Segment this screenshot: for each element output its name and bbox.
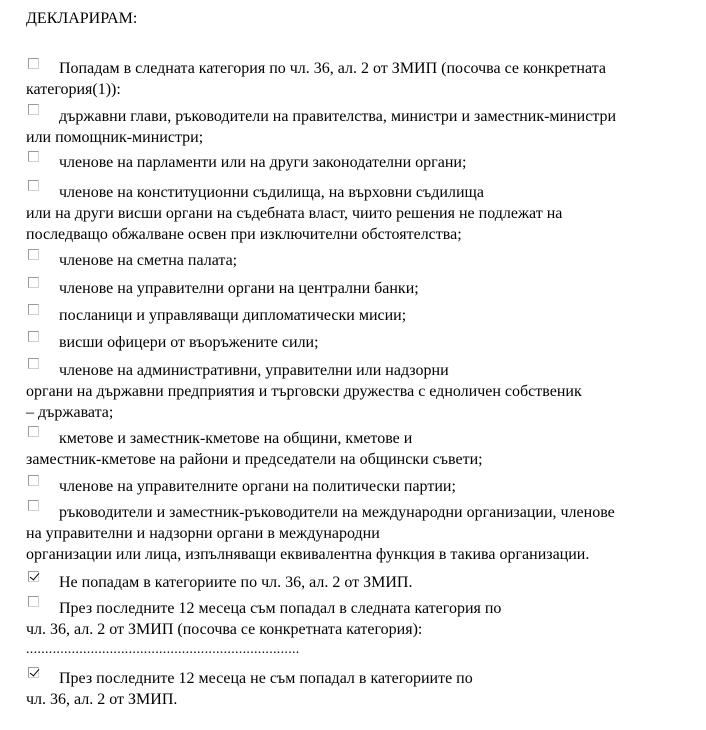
item-text-line: членове на конституционни съдилища, на върховни съдилища [59,184,484,201]
item-text-line: последващо обжалване освен при изключителни обстоятелства; [26,226,462,243]
declaration-item [26,572,691,593]
checked-checkbox[interactable] [28,571,39,582]
item-text-line: на управителни и надзорни органи в международни [26,525,380,542]
item-text-line: членове на управителните органи на политически партии; [59,478,456,495]
fill-in-line: ........................................................................ [26,642,300,657]
declaration-item [26,476,691,497]
checkbox[interactable] [28,104,39,115]
checkbox[interactable] [28,596,39,607]
declaration-item [26,360,691,423]
checkbox[interactable] [28,277,39,288]
checked-checkbox[interactable] [28,667,39,678]
declaration-item [26,278,691,299]
checkbox[interactable] [28,426,39,437]
declaration-item [26,58,691,100]
declaration-heading: ДЕКЛАРИРАМ: [26,10,138,27]
item-text-line: или на други висши органи на съдебната власт, чиито решения не подлежат на [26,205,563,222]
declaration-item [26,305,691,326]
checkbox[interactable] [28,249,39,260]
item-text-line: държавни глави, ръководители на правителства, министри и заместник-министри [59,108,617,125]
item-text-line: членове на парламенти или на други законодателни органи; [59,154,467,171]
item-text-line: – държавата; [26,404,114,421]
declaration-item [26,502,691,565]
checkbox[interactable] [28,500,39,511]
declaration-item [26,332,691,353]
item-text-line: Попадам в следната категория по чл. 36, ал. 2 от ЗМИП (посочва се конкретната [59,60,606,77]
item-text-line: органи на държавни предприятия и търговски дружества с едноличен собственик [26,383,582,400]
item-text-line: организации или лица, изпълняващи еквивалентна функция в такива организации. [26,546,590,563]
item-text-line: чл. 36, ал. 2 от ЗМИП. [26,691,178,708]
item-text-line: заместник-кметове на райони и председатели на общински съвети; [26,451,483,468]
item-text-line: ръководители и заместник-ръководители на международни организации, членове [59,504,615,521]
checkbox[interactable] [28,58,39,69]
checkbox[interactable] [28,475,39,486]
item-text-line: чл. 36, ал. 2 от ЗМИП (посочва се конкретната категория): [26,621,423,638]
item-text-line: През последните 12 месеца не съм попадал в категориите по [59,670,473,687]
checkbox[interactable] [28,180,39,191]
item-text-line: членове на управителни органи на централни банки; [59,280,419,297]
item-text-line: членове на административни, управителни или надзорни [59,362,449,379]
declaration-item [26,250,691,271]
declaration-item [26,152,691,173]
checkbox[interactable] [28,304,39,315]
checkbox[interactable] [28,151,39,162]
checkbox[interactable] [28,358,39,369]
item-text-line: посланици и управляващи дипломатически мисии; [59,307,407,324]
item-text-line: или помощник-министри; [26,129,204,146]
declaration-item [26,668,691,710]
checkbox[interactable] [28,331,39,342]
declaration-item [26,182,691,245]
declaration-item [26,428,691,470]
item-text-line: категория(1)): [26,81,121,98]
item-text-line: През последните 12 месеца съм попадал в следната категория по [59,600,502,617]
declaration-item [26,598,691,640]
item-text-line: кметове и заместник-кметове на общини, кметове и [59,430,413,447]
item-text-line: Не попадам в категориите по чл. 36, ал. 2 от ЗМИП. [59,574,413,591]
item-text-line: висши офицери от въоръжените сили; [59,334,319,351]
item-text-line: членове на сметна палата; [59,252,238,269]
declaration-item [26,106,691,148]
